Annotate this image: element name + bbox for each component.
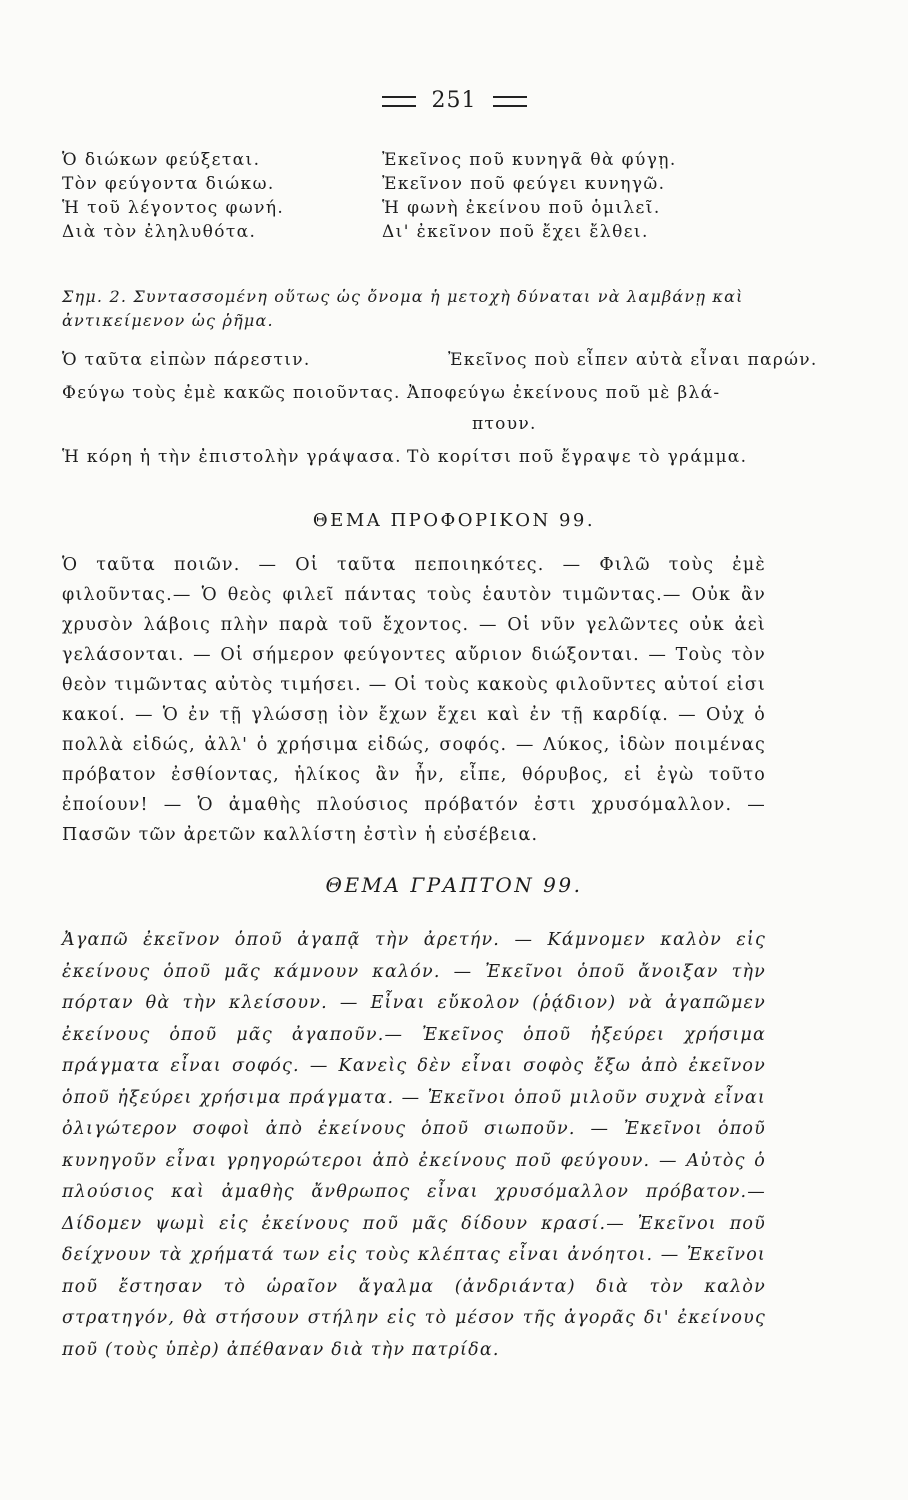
pair-left: Τὸν φεύγοντα διώκω. [62, 174, 275, 194]
example-left: Ὁ ταῦτα εἰπὼν πάρεστιν. [62, 350, 311, 370]
pair-row [62, 174, 782, 198]
pair-row [62, 222, 782, 246]
pair-right: Ἐκεῖνος ποῦ κυνηγᾶ θὰ φύγῃ. [382, 150, 677, 170]
example-right-continuation: πτουν. [472, 414, 537, 434]
pair-row [62, 198, 782, 222]
header-ornament-right [493, 96, 527, 107]
example-right: Ἐκεῖνος ποὺ εἶπεν αὐτὰ εἶναι παρών. [448, 350, 818, 370]
pair-right: Ἡ φωνὴ ἐκείνου ποῦ ὁμιλεῖ. [382, 198, 661, 218]
oral-exercise-text: Ὁ ταῦτα ποιῶν. — Οἱ ταῦτα πεποιηκότες. — Φιλῶ τοὺς ἐμὲ φιλοῦντας.— Ὁ θεὸς φιλεῖ πάντας τοὺς ἑαυτὸν τιμῶντας.— Οὐκ ἂν χρυσὸν λάβοις πλὴν παρὰ τοῦ ἔχοντος. — Οἱ νῦν γελῶντες οὐκ ἀεὶ γελάσονται. — Οἱ σήμερον φεύγοντες αὔριον διώξονται. — Τοὺς τὸν θεὸν τιμῶντας αὐτὸς τιμήσει. — Οἱ τοὺς κακοὺς φιλοῦντες αὐτοί εἰσι κακοί. — Ὁ ἐν τῇ γλώσσῃ ἰὸν ἔχων ἔχει καὶ ἐν τῇ καρδίᾳ. — Οὐχ ὁ πολλὰ εἰδώς, ἀλλ' ὁ χρήσιμα εἰδώς, σοφός. — Λύκος, ἰδὼν ποιμένας πρόβατον ἐσθίοντας, ἡλίκος ἂν ἦν, εἶπε, θόρυβος, εἰ ἐγὼ τοῦτο ἐποίουν! — Ὁ ἀμαθὴς πλούσιος πρόβατόν ἐστι χρυσόμαλλον. — Πασῶν τῶν ἀρετῶν καλλίστη ἐστὶν ἡ εὐσέβεια. [62, 555, 766, 845]
pair-right: Δι' ἐκεῖνον ποῦ ἔχει ἔλθει. [382, 222, 649, 242]
example-left: Φεύγω τοὺς ἐμὲ κακῶς ποιοῦντας. [62, 383, 401, 403]
pair-left: Ὁ διώκων φεύξεται. [62, 150, 261, 170]
grammar-note: Σημ. 2. Συντασσομένη οὕτως ὡς ὄνομα ἡ μετοχὴ δύναται νὰ λαμβάνῃ καὶ ἀντικείμενον ὡς ῥῆμα. [62, 287, 744, 330]
page-number: 251 [431, 88, 477, 113]
pair-left: Διὰ τὸν ἐληλυθότα. [62, 222, 257, 242]
written-exercise-text: Ἀγαπῶ ἐκεῖνον ὁποῦ ἀγαπᾷ τὴν ἀρετήν. — Κάμνομεν καλὸν εἰς ἐκείνους ὁποῦ μᾶς κάμνουν καλόν. — Ἐκεῖνοι ὁποῦ ἄνοιξαν τὴν πόρταν θὰ τὴν κλείσουν. — Εἶναι εὔκολον (ῥᾴδιον) νὰ ἀγαπῶμεν ἐκείνους ὁποῦ μᾶς ἀγαποῦν.— Ἐκεῖνος ὁποῦ ἠξεύρει χρήσιμα πράγματα εἶναι σοφός. — Κανεὶς δὲν εἶναι σοφὸς ἔξω ἀπὸ ἐκεῖνον ὁποῦ ἠξεύρει χρήσιμα πράγματα. — Ἐκεῖνοι ὁποῦ μιλοῦν συχνὰ εἶναι ὀλιγώτερον σοφοὶ ἀπὸ ἐκείνους ὁποῦ σιωποῦν. — Ἐκεῖνοι ὁποῦ κυνηγοῦν εἶναι γρηγορώτεροι ἀπὸ ἐκείνους ποῦ φεύγουν. — Αὐτὸς ὁ πλούσιος καὶ ἀμαθὴς ἄνθρωπος εἶναι χρυσόμαλλον πρόβατον.—Δίδομεν ψωμὶ εἰς ἐκείνους ποῦ μᾶς δίδουν κρασί.— Ἐκεῖνοι ποῦ δείχνουν τὰ χρήματά των εἰς τοὺς κλέπτας εἶναι ἀνόητοι. — Ἐκεῖνοι ποῦ ἔστησαν τὸ ὡραῖον ἄγαλμα (ἀνδριάντα) διὰ τὸν καλὸν στρατηγόν, θὰ στήσουν στήλην εἰς τὸ μέσον τῆς ἀγορᾶς δι' ἐκείνους ποῦ (τοὺς ὑπὲρ) ἀπέθαναν διὰ τὴν πατρίδα. [62, 930, 766, 1360]
pair-left: Ἡ τοῦ λέγοντος φωνή. [62, 198, 285, 218]
example-right: Ἀποφεύγω ἐκείνους ποῦ μὲ βλά- [407, 383, 721, 403]
oral-exercise-title: ΘΕΜΑ ΠΡΟΦΟΡΙΚΟΝ 99. [312, 510, 596, 531]
example-left: Ἡ κόρη ἡ τὴν ἐπιστολὴν γράψασα. [62, 447, 402, 467]
pair-right: Ἐκεῖνον ποῦ φεύγει κυνηγῶ. [382, 174, 666, 194]
pair-row [62, 150, 782, 174]
written-exercise-title: ΘΕΜΑ ΓΡΑΠΤΟΝ 99. [325, 873, 583, 897]
example-right: Τὸ κορίτσι ποῦ ἔγραψε τὸ γράμμα. [407, 447, 748, 467]
example-pairs [62, 150, 782, 246]
page-header [0, 88, 908, 113]
header-ornament-left [382, 96, 416, 107]
